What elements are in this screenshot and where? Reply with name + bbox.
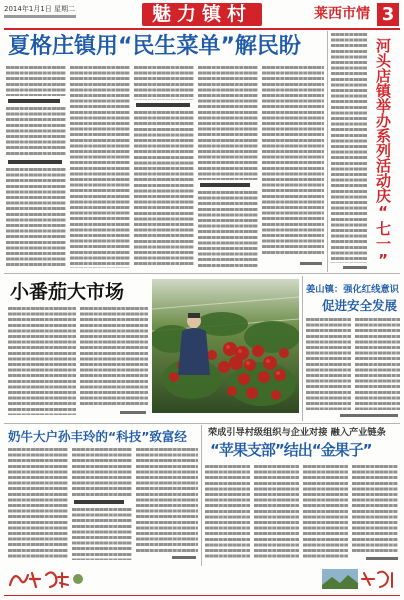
- dairy-author-credit: [172, 556, 196, 559]
- section-title: 魅力镇村: [151, 3, 252, 25]
- hetoudian-author-credit: [343, 266, 367, 269]
- column-name: 莱西市情: [314, 6, 370, 22]
- apple-body-text: [254, 465, 299, 560]
- tomato-headline: 小番茄大市场: [10, 281, 125, 303]
- footer-logo-left: [6, 567, 86, 591]
- column-divider: [201, 425, 202, 566]
- jiangshan-headline-line2: 促进安全发展: [322, 298, 398, 313]
- section-rule: [4, 423, 400, 424]
- apple-body-text: [352, 465, 398, 553]
- main-subhead: [8, 160, 62, 164]
- jiangshan-author-credit: [340, 414, 398, 417]
- hetoudian-headline: 河头店镇举办系列活动庆“七一”: [374, 38, 392, 269]
- apple-body-text: [303, 465, 348, 560]
- column-divider: [327, 31, 328, 272]
- dairy-body-text: [8, 448, 68, 560]
- weekday-text: 星期二: [53, 5, 75, 13]
- tomato-body-text: [8, 307, 76, 415]
- tomato-body-text: [80, 307, 148, 407]
- dairy-body-text: [72, 448, 132, 496]
- apple-headline: “苹果支部”结出“金果子”: [210, 441, 372, 459]
- main-subhead: [8, 99, 60, 103]
- issue-date: [4, 4, 75, 14]
- header-rule: [4, 28, 400, 30]
- jiangshan-body-text: [306, 318, 351, 410]
- main-body-text: [70, 66, 130, 268]
- main-body-text: [6, 107, 66, 157]
- main-body-text: [6, 66, 66, 96]
- dairy-body-text: [136, 448, 198, 552]
- main-body-text: [262, 66, 324, 256]
- main-subhead: [136, 103, 190, 107]
- main-body-text: [6, 168, 66, 268]
- dairy-headline: 奶牛大户孙丰玲的“科技”致富经: [8, 429, 187, 444]
- apple-kicker: 荣成引导村级组织与企业对接 融入产业链条: [208, 427, 386, 438]
- hetoudian-body-text: [331, 33, 367, 263]
- footer-logo-right: [322, 567, 398, 591]
- jiangshan-body-text: [355, 318, 400, 410]
- dairy-body-text: [72, 508, 132, 560]
- main-body-text: [198, 191, 258, 268]
- main-subhead: [200, 183, 250, 187]
- tomato-author-credit: [120, 411, 146, 414]
- main-body-text: [134, 66, 194, 100]
- main-author-credit: [300, 262, 322, 265]
- date-text: 2014年1月1日: [4, 5, 52, 13]
- jiangshan-headline-line1: 姜山镇：强化红线意识: [306, 284, 399, 295]
- main-body-text: [134, 111, 194, 268]
- main-body-text: [198, 66, 258, 180]
- apple-body-text: [205, 465, 250, 560]
- footer-rule: [4, 595, 400, 596]
- tomato-greenhouse-photo: [152, 279, 299, 413]
- editor-credit-line: [4, 15, 76, 18]
- column-divider: [302, 276, 303, 421]
- section-rule: [4, 273, 400, 274]
- dairy-subhead: [74, 500, 124, 504]
- page-number: 3: [377, 3, 399, 26]
- main-headline: 夏格庄镇用“民生菜单”解民盼: [8, 34, 301, 59]
- apple-author-credit: [366, 557, 398, 560]
